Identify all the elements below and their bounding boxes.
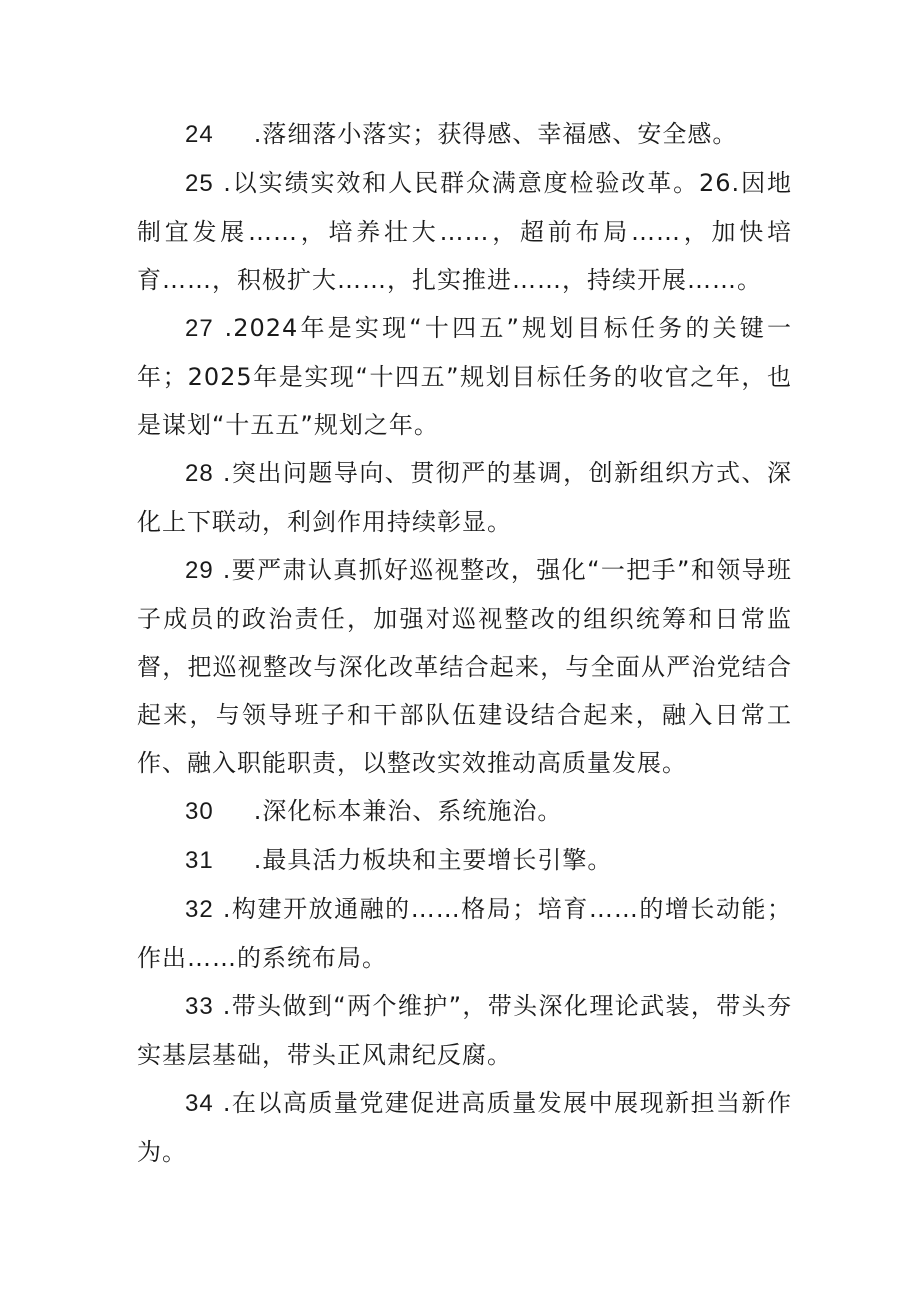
item-text: 带头做到“两个维护”，带头深化理论武装，带头夯实基层基础，带头正风肃纪反腐。 [137,992,792,1069]
list-item-34 [137,1079,792,1176]
item-separator: . [224,314,234,342]
item-number: 25 [185,170,214,197]
item-separator: . [222,1089,232,1117]
list-item-33 [137,982,792,1079]
list-item-24 [137,110,792,159]
item-text: 构建开放通融的……格局；培育……的增长动能；作出……的系统布局。 [137,895,792,972]
list-item-31 [137,836,792,885]
item-text: 最具活力板块和主要增长引擎。 [262,846,613,874]
list-item-28 [137,449,792,546]
item-separator: . [222,459,232,487]
item-number: 30 [185,798,214,825]
item-number: 27 [185,315,214,342]
item-separator: . [253,797,263,825]
item-text: 落细落小落实；获得感、幸福感、安全感。 [262,120,738,148]
item-separator: . [253,120,263,148]
item-number: 32 [185,896,214,923]
list-item-27 [137,304,792,449]
item-text: 2024年是实现“十四五”规划目标任务的关键一年；2025年是实现“十四五”规划目标任务的收官之年，也是谋划“十五五”规划之年。 [137,314,792,439]
document-body [137,110,792,1176]
item-separator: . [253,846,263,874]
item-number: 29 [185,557,214,584]
item-text: 深化标本兼治、系统施治。 [262,797,563,825]
item-number: 33 [185,993,214,1020]
item-number: 28 [185,460,214,487]
item-number: 34 [185,1090,214,1117]
item-number: 24 [185,121,214,148]
item-separator: . [222,556,232,584]
item-text: 以实绩实效和人民群众满意度检验改革。26.因地制宜发展……，培养壮大……，超前布局……，加快培育……，积极扩大……，扎实推进……，持续开展……。 [137,169,792,294]
item-separator: . [223,169,232,197]
item-number: 31 [185,847,214,874]
list-item-29 [137,546,792,787]
list-item-32 [137,885,792,982]
item-separator: . [222,895,232,923]
item-separator: . [222,992,232,1020]
item-text: 在以高质量党建促进高质量发展中展现新担当新作为。 [137,1089,792,1166]
list-item-30 [137,787,792,836]
item-text: 突出问题导向、贯彻严的基调，创新组织方式、深化上下联动，利剑作用持续彰显。 [137,459,792,536]
list-item-25 [137,159,792,304]
item-text: 要严肃认真抓好巡视整改，强化“一把手”和领导班子成员的政治责任，加强对巡视整改的组织统筹和日常监督，把巡视整改与深化改革结合起来，与全面从严治党结合起来，与领导班子和干部队伍建设结合起来，融入日常工作、融入职能职责，以整改实效推动高质量发展。 [137,556,792,777]
